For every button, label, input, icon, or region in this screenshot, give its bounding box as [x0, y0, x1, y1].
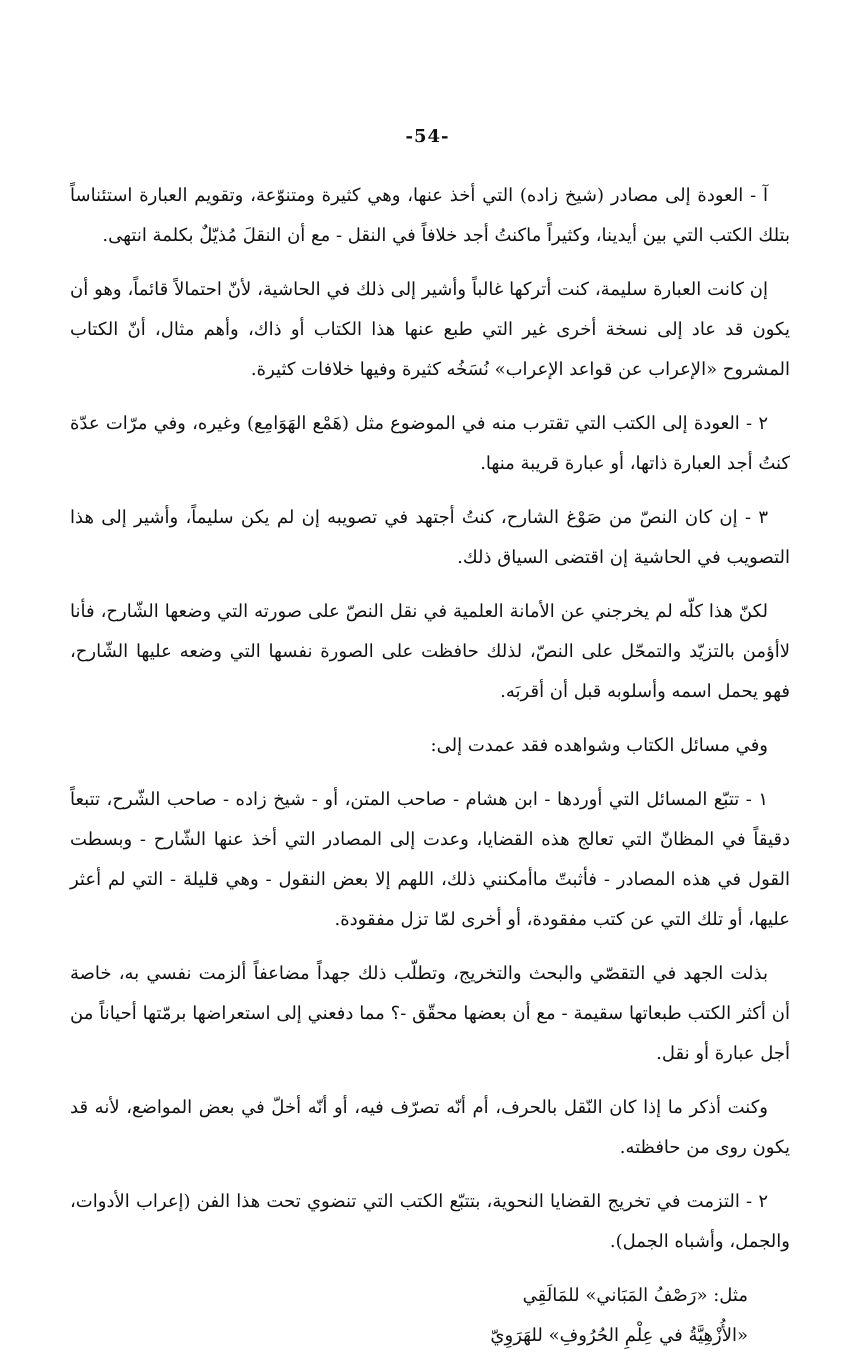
paragraph-2: إن كانت العبارة سليمة، كنت أتركها غالباً وأشير إلى ذلك في الحاشية، لأنّ احتمالاً قائماً، وهو أن يكون قد عاد إلى نسخة أخرى غير التي طبع عنها هذا الكتاب أو ذاك، وأهم مثال، أنّ الكتاب المشروح «الإعراب عن قواعد الإعراب» نُسَخُه كثيرة وفيها خلافات كثيرة.	[70, 279, 790, 380]
paragraph-3: ٢ - العودة إلى الكتب التي تقترب منه في الموضوع مثل (هَمْع الهَوَامِع) وغيره، وفي مرّات عدّة كنتُ أجد العبارة ذاتها، أو عبارة قريبة منها.	[70, 413, 790, 474]
page-body	[70, 176, 790, 1356]
page-number: -54-	[405, 126, 450, 147]
paragraph-6: وفي مسائل الكتاب وشواهده فقد عمدت إلى:	[430, 735, 768, 756]
example-list	[70, 1276, 790, 1356]
paragraph-9: وكنت أذكر ما إذا كان النّقل بالحرف، أم أنّه تصرّف فيه، أو أنّه أخلّ في بعض المواضع، لأنه قد يكون روى من حافظته.	[70, 1097, 790, 1158]
paragraph-5: لكنّ هذا كلّه لم يخرجني عن الأمانة العلمية في نقل النصّ على صورته التي وضعها الشّارح، فأنا لاأؤمن بالتزيّد والتمحّل على النصّ، لذلك حافظت على الصورة نفسها التي وضعه عليها الشّارح، فهو يحمل اسمه وأسلوبه قبل أن أقربَه.	[70, 601, 790, 702]
paragraph-8: بذلت الجهد في التقصّي والبحث والتخريج، وتطلّب ذلك جهداً مضاعفاً ألزمت نفسي به، خاصة أن أكثر الكتب طبعاتها سقيمة - مع أن بعضها محقّق -؟ مما دفعني إلى استعراضها برمّتها أحياناً من أجل عبارة أو نقل.	[70, 963, 790, 1064]
paragraph-7: ١ - تتبّع المسائل التي أوردها - ابن هشام - صاحب المتن، أو - شيخ زاده - صاحب الشّرح، تتبعاً دقيقاً في المظانّ التي تعالج هذه القضايا، وعدت إلى المصادر التي أخذ عنها الشّارح - وبسطت القول في هذه المصادر - فأثبتّ ماأمكنني ذلك، اللهم إلا بعض النقول - وهي قليلة - التي لم أعثر عليها، أو تلك التي عن كتب مفقودة، أو أخرى لمّا تزل مفقودة.	[70, 789, 790, 930]
paragraph-1: آ - العودة إلى مصادر (شيخ زاده) التي أخذ عنها، وهي كثيرة ومتنوّعة، وتقويم العبارة استئناساً بتلك الكتب التي بين أيدينا، وكثيراً ماكنتُ أجد خلافاً في النقل - مع أن النقلَ مُذيّلٌ بكلمة انتهى.	[70, 185, 790, 246]
paragraph-10: ٢ - التزمت في تخريج القضايا النحوية، بتتبّع الكتب التي تنضوي تحت هذا الفن (إعراب الأدوات، والجمل، وأشباه الجمل).	[70, 1191, 790, 1252]
paragraph-4: ٣ - إن كان النصّ من صَوْغ الشارح، كنتُ أجتهد في تصويبه إن لم يكن سليماً، وأشير إلى هذا التصويب في الحاشية إن اقتضى السياق ذلك.	[70, 507, 790, 568]
example-item-1: مثل: «رَصْفُ المَبَاني» للمَالَقِي	[522, 1285, 748, 1306]
example-item-2: «الأُزْهِيَّةُ في عِلْمِ الحُرُوفِ» للهَرَوِيّ	[490, 1325, 748, 1346]
